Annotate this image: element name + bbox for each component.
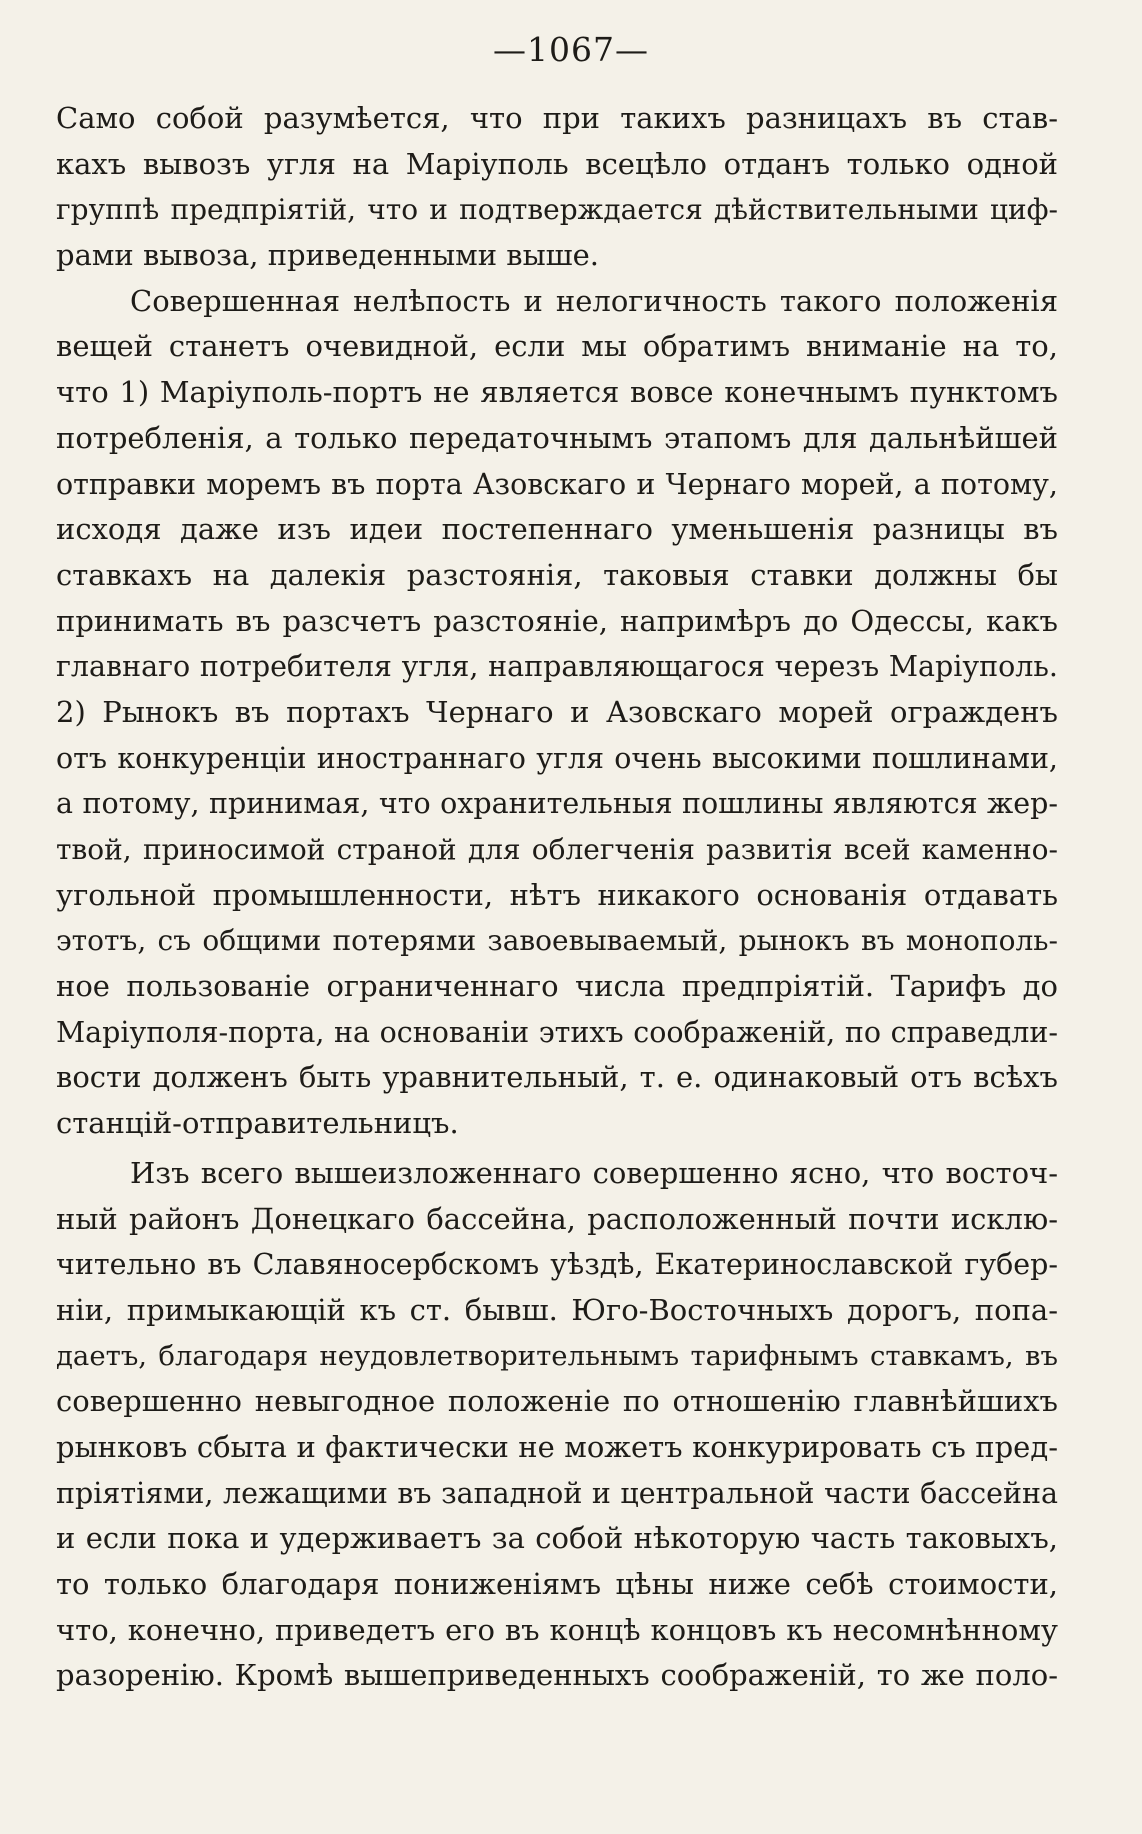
text-line: то только благодаря пониженіямъ цѣны ниже себѣ стоимости, [56,1567,1058,1601]
text-line: главнаго потребителя угля, направляющагося черезъ Маріуполь. [56,650,1058,684]
text-line: вещей станетъ очевидной, если мы обратимъ вниманіе на то, [56,329,1058,364]
text-line: твой, приносимой страной для облегченія развитія всей каменно- [56,833,1058,866]
paragraph-3 [56,1151,1058,1699]
text-line: отправки моремъ въ порта Азовскаго и Чернаго морей, а потому, [56,467,1058,501]
text-line: совершенно невыгодное положеніе по отношенію главнѣйшихъ [56,1384,1058,1419]
text-line: а потому, принимая, что охранительныя пошлины являются жер- [56,787,1058,821]
text-line: отъ конкуренціи иностраннаго угля очень высокими пошлинами, [56,741,1058,775]
text-line: ное пользованіе ограниченнаго числа предпріятій. Тарифъ до [56,969,1058,1004]
text-line: кахъ вывозъ угля на Маріуполь всецѣло отданъ только одной [56,146,1058,181]
text-line: этотъ, съ общими потерями завоевываемый, рынокъ въ монополь- [56,924,1058,958]
text-line: рами вывоза, приведенными выше. [56,238,600,273]
text-line: угольной промышленности, нѣтъ никакого основанія отдавать [56,877,1058,912]
text-line: и если пока и удерживаетъ за собой нѣкоторую часть таковыхъ, [56,1521,1058,1556]
text-line: ніи, примыкающій къ ст. бывш. Юго-Восточныхъ дорогъ, попа- [56,1292,1058,1327]
paragraph-2 [56,279,1058,1147]
text-line: что, конечно, приведетъ его въ концѣ концовъ къ несомнѣнному [56,1612,1058,1647]
text-line: исходя даже изъ идеи постепеннаго уменьшенія разницы въ [56,512,1058,547]
text-line: потребленія, а только передаточнымъ этапомъ для дальнѣйшей [56,420,1058,455]
text-line: группѣ предпріятій, что и подтверждается дѣйствительными циф- [56,193,1058,227]
text-line: Изъ всего вышеизложеннаго совершенно ясно, что восточ- [130,1155,1058,1190]
text-line: пріятіями, лежащими въ западной и центральной части бассейна [56,1476,1058,1510]
text-line: Само собой разумѣется, что при такихъ разницахъ въ став- [56,101,1058,135]
paragraph-1 [56,96,1058,279]
text-line: чительно въ Славяносербскомъ уѣздѣ, Екатеринославской губер- [56,1248,1058,1282]
text-line: станцій-отправительницъ. [56,1106,459,1141]
page-number: —1067— [493,30,649,69]
text-line: даетъ, благодаря неудовлетворительнымъ тарифнымъ ставкамъ, въ [56,1339,1058,1372]
body-text [56,96,1058,1699]
text-line: ставкахъ на далекія разстоянія, таковыя ставки должны бы [56,557,1058,592]
text-line: 2) Рынокъ въ портахъ Чернаго и Азовскаго морей огражденъ [56,694,1058,729]
text-line: Маріуполя-порта, на основаніи этихъ соображеній, по справедли- [56,1015,1058,1049]
text-line: Совершенная нелѣпость и нелогичность такого положенія [130,283,1058,318]
text-line: вости долженъ быть уравнительный, т. е. одинаковый отъ всѣхъ [56,1060,1058,1095]
text-line: ный районъ Донецкаго бассейна, расположенный почти исклю- [56,1201,1058,1236]
text-line: рынковъ сбыта и фактически не можетъ конкурировать съ пред- [56,1429,1058,1464]
text-line: разоренію. Кромѣ вышеприведенныхъ соображеній, то же поло- [56,1658,1058,1693]
text-line: принимать въ разсчетъ разстояніе, напримѣръ до Одессы, какъ [56,603,1058,638]
text-line: что 1) Маріуполь-портъ не является вовсе конечнымъ пунктомъ [56,375,1058,410]
